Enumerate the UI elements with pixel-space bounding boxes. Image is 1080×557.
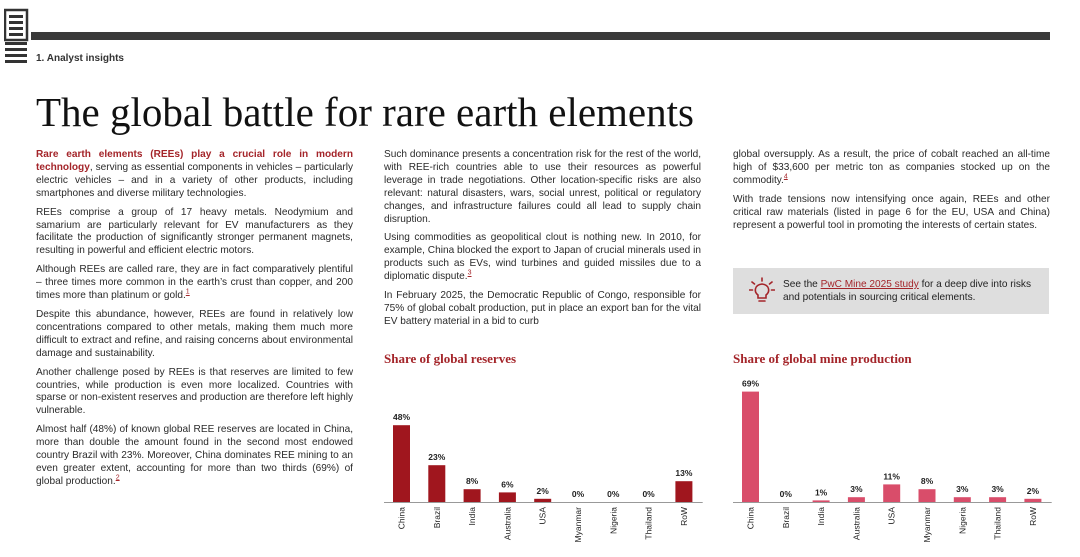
text-column-2 [384, 149, 701, 335]
data-label: 0% [571, 489, 585, 499]
category-label: Australia [502, 507, 513, 541]
category-label: India [816, 507, 827, 526]
bar-nigeria [954, 497, 971, 502]
callout-text: See the PwC Mine 2025 study for a deep dive into risks and potentials in sourcing critical elements. [783, 279, 1032, 303]
data-label: 3% [850, 484, 863, 495]
bar-india [813, 500, 830, 502]
data-label: 2% [536, 485, 549, 496]
data-label: 48% [392, 412, 411, 423]
bar-row [1024, 499, 1041, 502]
paragraph: global oversupply. As a result, the price of cobalt reached an all-time high of $33,600 per metric ton as companies stocked up on the commodity.$^4$ [733, 149, 1050, 186]
footnote-link[interactable]: 4 [783, 173, 788, 181]
footnote-link[interactable]: 2 [115, 474, 120, 482]
paragraph: Rare earth elements (REEs) play a crucial role in modern technology, serving as essential components in vehicles – particularly electric vehicles – and in a variety of other products, including smartphones and diverse military technologies. [36, 149, 353, 199]
paragraph: Another challenge posed by REEs is that reserves are limited to few countries, while production is even more localized. Countries with sparse or non-existent reserves and production are therefore left highly vulnerable. [36, 366, 354, 417]
paragraph: REEs comprise a group of 17 heavy metals. Neodymium and samarium are particularly relevant for EV manufacturers as they facilitate the production of significantly stronger permanent magnets, resulting in powerful and efficient electric motors. [36, 206, 353, 257]
bar-australia [848, 497, 865, 502]
paragraph: Although REEs are called rare, they are in fact comparatively plentiful – three times more common in the earth’s crust than copper, and 200 times more than platinum or gold.$^1$ [36, 264, 353, 302]
reserves-bar-chart [384, 380, 700, 557]
chart-title-reserves: Share of global reserves [384, 351, 517, 366]
data-label: 1% [814, 487, 828, 498]
category-label: Thailand [643, 507, 654, 540]
category-label: Nigeria [957, 507, 968, 534]
category-label: Australia [851, 507, 862, 541]
pwc-study-link[interactable]: PwC Mine 2025 study [820, 279, 919, 290]
bar-india [464, 489, 481, 502]
data-label: 13% [675, 468, 693, 479]
bar-thailand [989, 497, 1006, 502]
data-label: 0% [607, 489, 620, 499]
lead-sentence: Rare earth elements (REEs) play a crucial role in modern technology [36, 149, 353, 173]
paragraph: Despite this abundance, however, REEs are found in relatively low concentrations compared to other metals, making them much more difficult to extract and refine, and raising concerns about environmental damage and sustainability. [36, 308, 353, 359]
data-label: 8% [920, 476, 934, 487]
data-label: 0% [642, 489, 655, 499]
category-label: Brazil [780, 507, 791, 529]
text-column-3 [733, 149, 1050, 238]
paragraph: In February 2025, the Democratic Republic of Congo, responsible for 75% of global cobalt production, put in place an export ban for the vital EV battery material in a bid to curb [384, 290, 701, 327]
category-label: Nigeria [608, 507, 619, 534]
category-label: USA [886, 507, 897, 525]
paragraph: Almost half (48%) of known global REE reserves are located in China, more than double the amount found in the second most endowed country Brazil with 23%. Moreover, China dominates REE mining to an even greater extent, accounting for more than two thirds (69%) of global production.$^2$ [36, 424, 353, 487]
category-label: RoW [678, 507, 689, 526]
category-label: China [745, 507, 756, 530]
callout-box [733, 268, 1049, 314]
category-label: Myanmar [573, 507, 583, 543]
bar-australia [499, 492, 516, 502]
text-column-1 [36, 149, 353, 495]
production-bar-chart [733, 380, 1049, 557]
data-label: 11% [883, 471, 900, 482]
bar-row [675, 481, 692, 502]
data-label: 69% [741, 378, 760, 389]
document-menu-icon[interactable] [4, 2, 30, 66]
data-label: 3% [991, 484, 1004, 495]
bar-china [393, 425, 410, 502]
category-label: India [467, 507, 478, 526]
bar-china [742, 392, 759, 502]
data-label: 2% [1026, 485, 1040, 496]
category-label: Brazil [431, 507, 442, 529]
data-label: 0% [779, 489, 792, 499]
data-label: 3% [956, 484, 969, 495]
lightbulb-icon [749, 277, 775, 305]
category-label: Myanmar [922, 507, 932, 543]
page-title: The global battle for rare earth elements [36, 89, 694, 135]
category-label: USA [537, 507, 548, 525]
data-label: 23% [428, 452, 446, 463]
chart-title-production: Share of global mine production [733, 351, 912, 366]
data-label: 6% [501, 479, 514, 490]
footnote-link[interactable]: 1 [185, 288, 190, 296]
paragraph: With trade tensions now intensifying once again, REEs and other critical raw materials (listed in page 6 for the EU, USA and China) represent a powerful tool in promoting the interests of certain states. [733, 193, 1050, 231]
category-label: China [396, 507, 407, 530]
footnote-link[interactable]: 3 [467, 269, 472, 277]
bar-brazil [428, 465, 445, 502]
bar-myanmar [919, 489, 936, 502]
paragraph: Such dominance presents a concentration risk for the rest of the world, with REE-rich countries able to use their resources as powerful leverage in trade negotiations. Other location-specific risks are also relevant: natural disasters, wars, social unrest, political or regulatory changes, and infrastructure failures could all lead to supply chain disruption. [384, 149, 701, 225]
bar-usa [534, 499, 551, 502]
header-rule [31, 32, 1050, 40]
category-label: Thailand [992, 507, 1003, 540]
paragraph: Using commodities as geopolitical clout is nothing new. In 2010, for example, China blocked the export to Japan of crucial minerals used in products such as EVs, wind turbines and guided missiles due to a diplomatic dispute.$^3$ [384, 232, 701, 283]
section-label: 1. Analyst insights [36, 53, 124, 64]
category-label: RoW [1027, 507, 1038, 526]
data-label: 8% [465, 476, 479, 487]
bar-usa [883, 484, 900, 502]
